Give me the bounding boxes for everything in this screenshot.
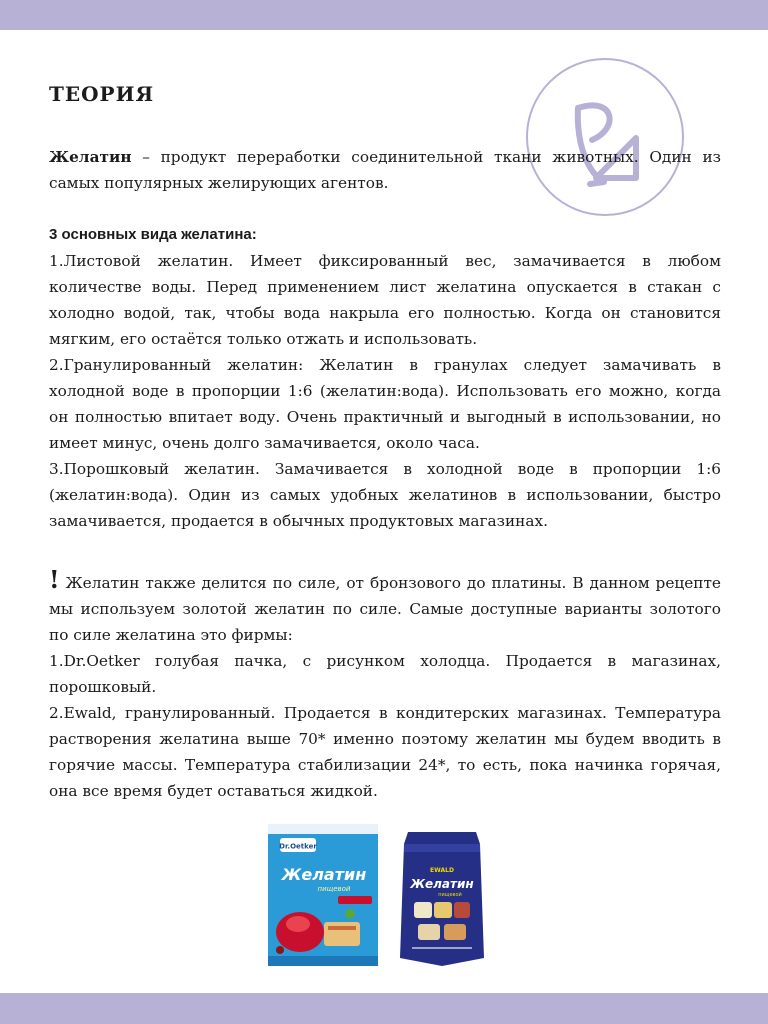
dr-oetker-product-sub: пищевой bbox=[317, 885, 351, 893]
ewald-product-name: Желатин bbox=[410, 877, 474, 891]
types-heading: 3 основных вида желатина: bbox=[49, 226, 257, 243]
top-decor-bar bbox=[0, 0, 768, 30]
ewald-brand: EWALD bbox=[430, 867, 454, 874]
exclamation-mark: ! bbox=[49, 565, 60, 594]
dr-oetker-brand: Dr.Oetker bbox=[279, 842, 317, 851]
brand-item-dr-oetker: 1.Dr.Oetker голубая пачка, с рисунком холодца. Продается в магазинах, порошковый. bbox=[49, 652, 721, 696]
dr-oetker-product-name: Желатин bbox=[281, 865, 367, 884]
intro-term: Желатин bbox=[49, 148, 132, 166]
note-paragraph bbox=[49, 565, 721, 648]
ewald-package-image bbox=[400, 832, 484, 966]
brand-item-ewald: 2.Ewald, гранулированный. Продается в кондитерских магазинах. Температура растворения желатина выше 70* именно поэтому желатин мы будем вводить в горячие массы. Температура стабилизации 24*, то есть, пока начинка горячая, она все время будет оставаться жидкой. bbox=[49, 704, 721, 800]
type-item-granulated: 2.Гранулированный желатин: Желатин в гранулах следует замачивать в холодной воде в пропорции 1:6 (желатин:вода). Использовать его можно, когда он полностью впитает воду. Очень практичный и выгодный в использовании, но имеет минус, очень долго замачивается, около часа. bbox=[49, 356, 721, 452]
intro-paragraph bbox=[49, 144, 721, 196]
note-text: Желатин также делится по силе, от бронзового до платины. В данном рецепте мы используем золотой желатин по силе. Самые доступные варианты золотого по силе желатина это фирмы: bbox=[49, 574, 721, 644]
page-title: ТЕОРИЯ bbox=[49, 82, 155, 106]
bottom-decor-bar bbox=[0, 993, 768, 1024]
type-item-powder: 3.Порошковый желатин. Замачивается в холодной воде в пропорции 1:6 (желатин:вода). Один из самых удобных желатинов в использовании, быстро замачивается, продается в обычных продуктовых магазинах. bbox=[49, 460, 721, 530]
ewald-product-sub: пищевой bbox=[438, 892, 462, 898]
intro-text: – продукт переработки соединительной ткани животных. Один из самых популярных желирующих агентов. bbox=[49, 148, 721, 192]
product-images bbox=[268, 824, 528, 968]
document-body bbox=[49, 144, 721, 804]
type-item-sheet: 1.Листовой желатин. Имеет фиксированный вес, замачивается в любом количестве воды. Перед применением лист желатина опускается в стакан с холодно водой, так, чтобы вода накрыла его полностью. Когда он становится мягким, его остаётся только отжать и использовать. bbox=[49, 252, 721, 348]
dr-oetker-package-image bbox=[268, 824, 378, 966]
